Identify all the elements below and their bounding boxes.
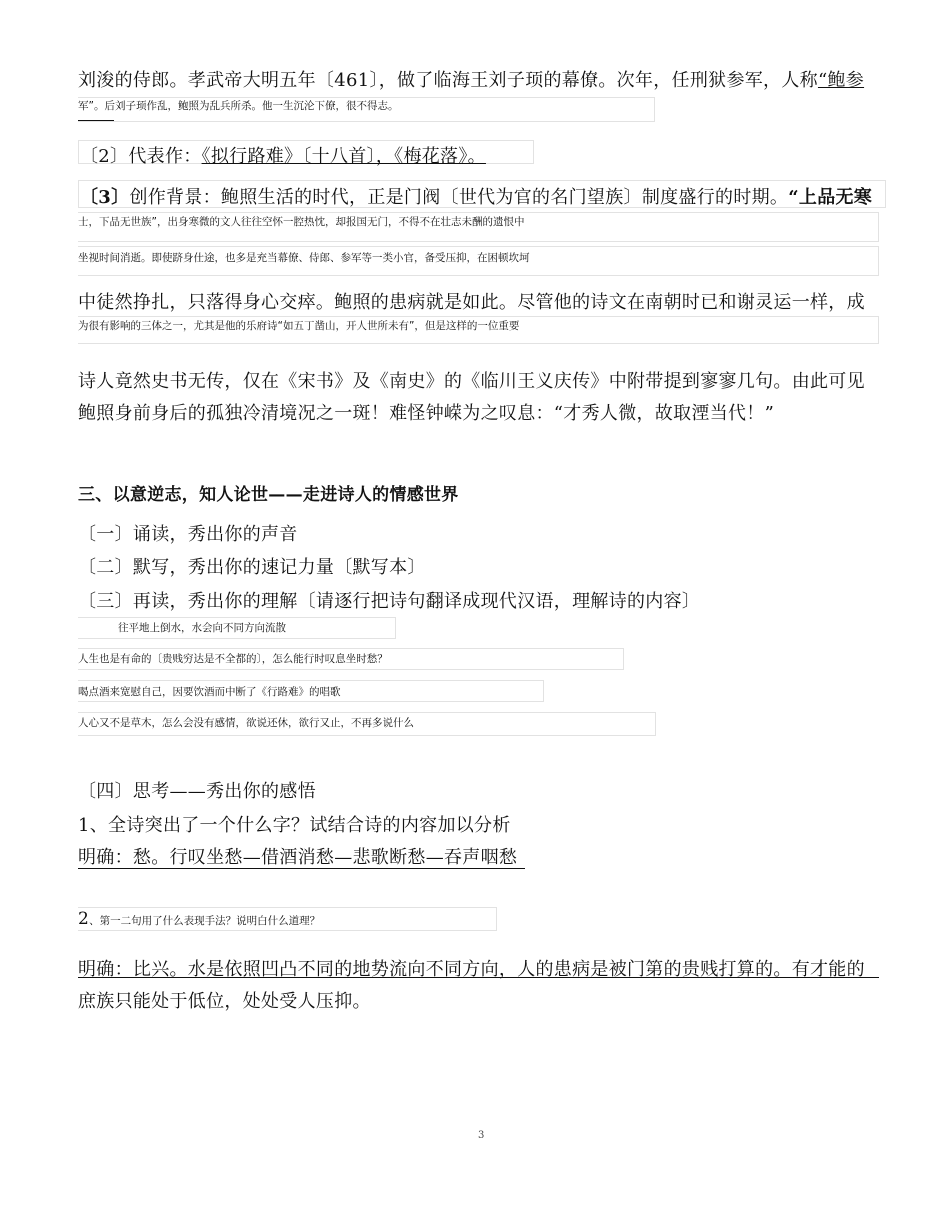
task-item-1: 〔一〕诵读，秀出你的声音 xyxy=(78,524,298,545)
question-2-text: 、第一二句用了什么表现手法？说明白什么道理？ xyxy=(89,915,321,927)
question-2 xyxy=(78,909,320,929)
translation-line-2: 人生也是有命的〔贵贱穷达是不全都的〕，怎么能行时叹息坐时愁？ xyxy=(78,653,388,665)
background-line-3: 坐视时间消逝。即使跻身仕途，也多是充当幕僚、侍郎、参军等一类小官，备受压抑，在困顿坎坷 xyxy=(78,252,530,264)
answer-underline xyxy=(78,977,879,978)
bio-line-2: 军”。后刘子顼作乱，鲍照为乱兵所杀。他一生沉沦下僚，很不得志。 xyxy=(78,100,399,112)
question-2-number: 2 xyxy=(78,909,90,929)
section-title: 三、以意逆志，知人论世——走进诗人的情感世界 xyxy=(78,485,459,505)
works-line xyxy=(80,142,486,168)
answer-1: 明确：愁。行叹坐愁—借酒消愁—悲歌断愁—吞声咽愁 xyxy=(78,847,518,868)
task-item-4: 〔四〕思考——秀出你的感悟 xyxy=(78,781,316,802)
background-line-5: 为很有影响的三体之一，尤其是他的乐府诗“如五丁凿山，开人世所未有”，但是这样的一位重要 xyxy=(78,320,520,332)
underline-rule xyxy=(78,120,114,121)
page-number: 3 xyxy=(478,1130,485,1141)
bio-text: 刘浚的侍郎。孝武帝大明五年〔461〕，做了临海王刘子顼的幕僚。次年，任刑狱参军，人称 xyxy=(78,70,818,91)
works-label: 〔2〕代表作： xyxy=(80,146,202,167)
background-label: 〔3〕 xyxy=(80,187,130,208)
translation-line-3: 喝点酒来宽慰自己，因要饮酒而中断了《行路难》的唱歌 xyxy=(78,686,341,698)
works-value: 《拟行路难》〔十八首〕，《梅花落》。 xyxy=(201,146,486,167)
background-line-2: 士，下品无世族”，出身寒微的文人往往空怀一腔热忱，却报国无门，不得不在壮志未酬的遗恨中 xyxy=(78,216,525,228)
background-text: 创作背景：鲍照生活的时代，正是门阀〔世代为官的名门望族〕制度盛行的时期。 xyxy=(129,187,789,208)
task-item-2: 〔二〕默写，秀出你的速记力量〔默写本〕 xyxy=(78,557,426,578)
background-quote: “上品无寒 xyxy=(788,187,873,208)
question-1: 1、全诗突出了一个什么字？试结合诗的内容加以分析 xyxy=(78,815,511,836)
bio-line-1 xyxy=(78,66,864,92)
bio-underlined-text: “鲍参 xyxy=(817,70,865,91)
task-item-3: 〔三〕再读，秀出你的理解〔请逐行把诗句翻译成现代汉语，理解诗的内容〕 xyxy=(78,591,701,612)
background-line-6: 诗人竟然史书无传，仅在《宋书》及《南史》的《临川王义庆传》中附带提到寥寥几句。由此可见 xyxy=(78,371,865,392)
answer-2-line-1: 明确：比兴。水是依照凹凸不同的地势流向不同方向，人的患病是被门第的贵贱打算的。有才能的 xyxy=(78,959,865,980)
translation-line-1: 往平地上倒水，水会向不同方向流散 xyxy=(118,622,286,634)
background-line-4: 中徒然挣扎，只落得身心交瘁。鲍照的患病就是如此。尽管他的诗文在南朝时已和谢灵运一样，成 xyxy=(78,292,865,313)
background-line-7: 鲍照身前身后的孤独冷清境况之一斑！难怪钟嵘为之叹息：“才秀人微，故取湮当代！” xyxy=(78,403,775,424)
answer-underline xyxy=(78,868,525,869)
translation-line-4: 人心又不是草木，怎么会没有感情，欲说还休，欲行又止，不再多说什么 xyxy=(78,717,414,729)
background-line xyxy=(80,183,872,209)
answer-2-line-2: 庶族只能处于低位，处处受人压抑。 xyxy=(78,991,371,1012)
